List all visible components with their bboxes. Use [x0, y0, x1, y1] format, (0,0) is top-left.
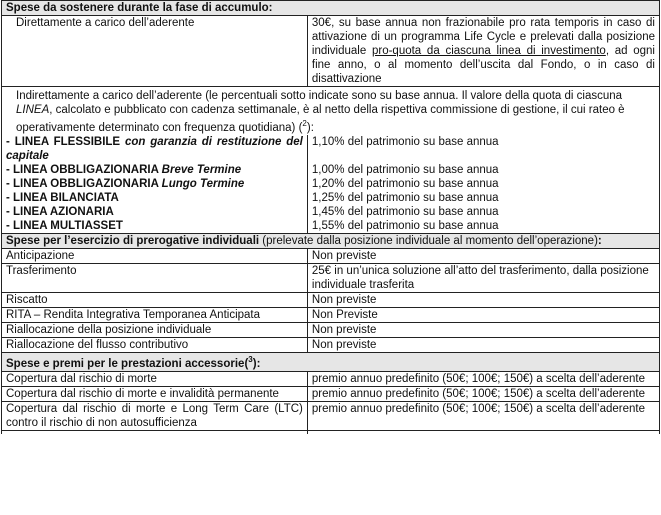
- linea-row: - LINEA OBBLIGAZIONARIA Breve Termine 1,00% del patrimonio su base annua: [2, 163, 660, 177]
- table-row: Copertura dal rischio di morte e Long Term Care (LTC) contro il rischio di non autosufficienza premio annuo predefinito (50€; 100€; 150€) a scelta dell’aderente: [2, 401, 660, 430]
- linea-row: - LINEA FLESSIBILE con garanzia di restituzione del capitale 1,10% del patrimonio su base annua: [2, 135, 660, 163]
- section-header-accumulo: [2, 1, 660, 16]
- table-row: [2, 87, 660, 135]
- table-row: Riallocazione del flusso contributivo Non previste: [2, 337, 660, 352]
- table-row-cut: [2, 430, 660, 434]
- indiretta-text: Indirettamente a carico dell’aderente (le percentuali sotto indicate sono su base annua. Il valore della quota di ciascuna LINEA, calcolato e pubblicato con cadenza settimanale, è al netto della rispettiva commissione di gestione, il cui rateo è operativamente determinato con frequenza quotidiana) ($^2$):: [2, 87, 660, 135]
- fees-table: [1, 0, 660, 434]
- table-row: Riallocazione della posizione individuale Non previste: [2, 322, 660, 337]
- table-row: Trasferimento 25€ in un’unica soluzione all’atto del trasferimento, dalla posizione individuale trasferita: [2, 263, 660, 292]
- table-row: [2, 16, 660, 87]
- linea-row: - LINEA MULTIASSET 1,55% del patrimonio su base annua: [2, 219, 660, 234]
- row-value: 30€, su base annua non frazionabile pro rata temporis in caso di attivazione di un programma Life Cycle e prelevati dalla posizione individuale pro-quota da ciascuna linea di investimento, ad ogni fine anno, o al momento dell’uscita dal Fondo, o in caso di disattivazione: [307, 16, 659, 87]
- table-row: Copertura dal rischio di morte premio annuo predefinito (50€; 100€; 150€) a scelta dell’aderente: [2, 371, 660, 386]
- linea-row: - LINEA BILANCIATA 1,25% del patrimonio su base annua: [2, 191, 660, 205]
- table-row: Riscatto Non previste: [2, 292, 660, 307]
- row-label: Direttamente a carico dell’aderente: [2, 16, 308, 87]
- linea-row: - LINEA AZIONARIA 1,45% del patrimonio su base annua: [2, 205, 660, 219]
- section-header-accessorie: Spese e premi per le prestazioni accessorie($^3$):: [2, 352, 660, 371]
- section-header-prerogative: Spese per l’esercizio di prerogative individuali (prelevate dalla posizione individuale al momento dell’operazione):: [2, 233, 660, 248]
- table-row: Copertura dal rischio di morte e invalidità permanente premio annuo predefinito (50€; 100€; 150€) a scelta dell’aderente: [2, 386, 660, 401]
- table-row: Anticipazione Non previste: [2, 248, 660, 263]
- linea-row: - LINEA OBBLIGAZIONARIA Lungo Termine 1,20% del patrimonio su base annua: [2, 177, 660, 191]
- section-title: Spese da sostenere durante la fase di accumulo:: [6, 2, 273, 14]
- table-row: RITA – Rendita Integrativa Temporanea Anticipata Non Previste: [2, 307, 660, 322]
